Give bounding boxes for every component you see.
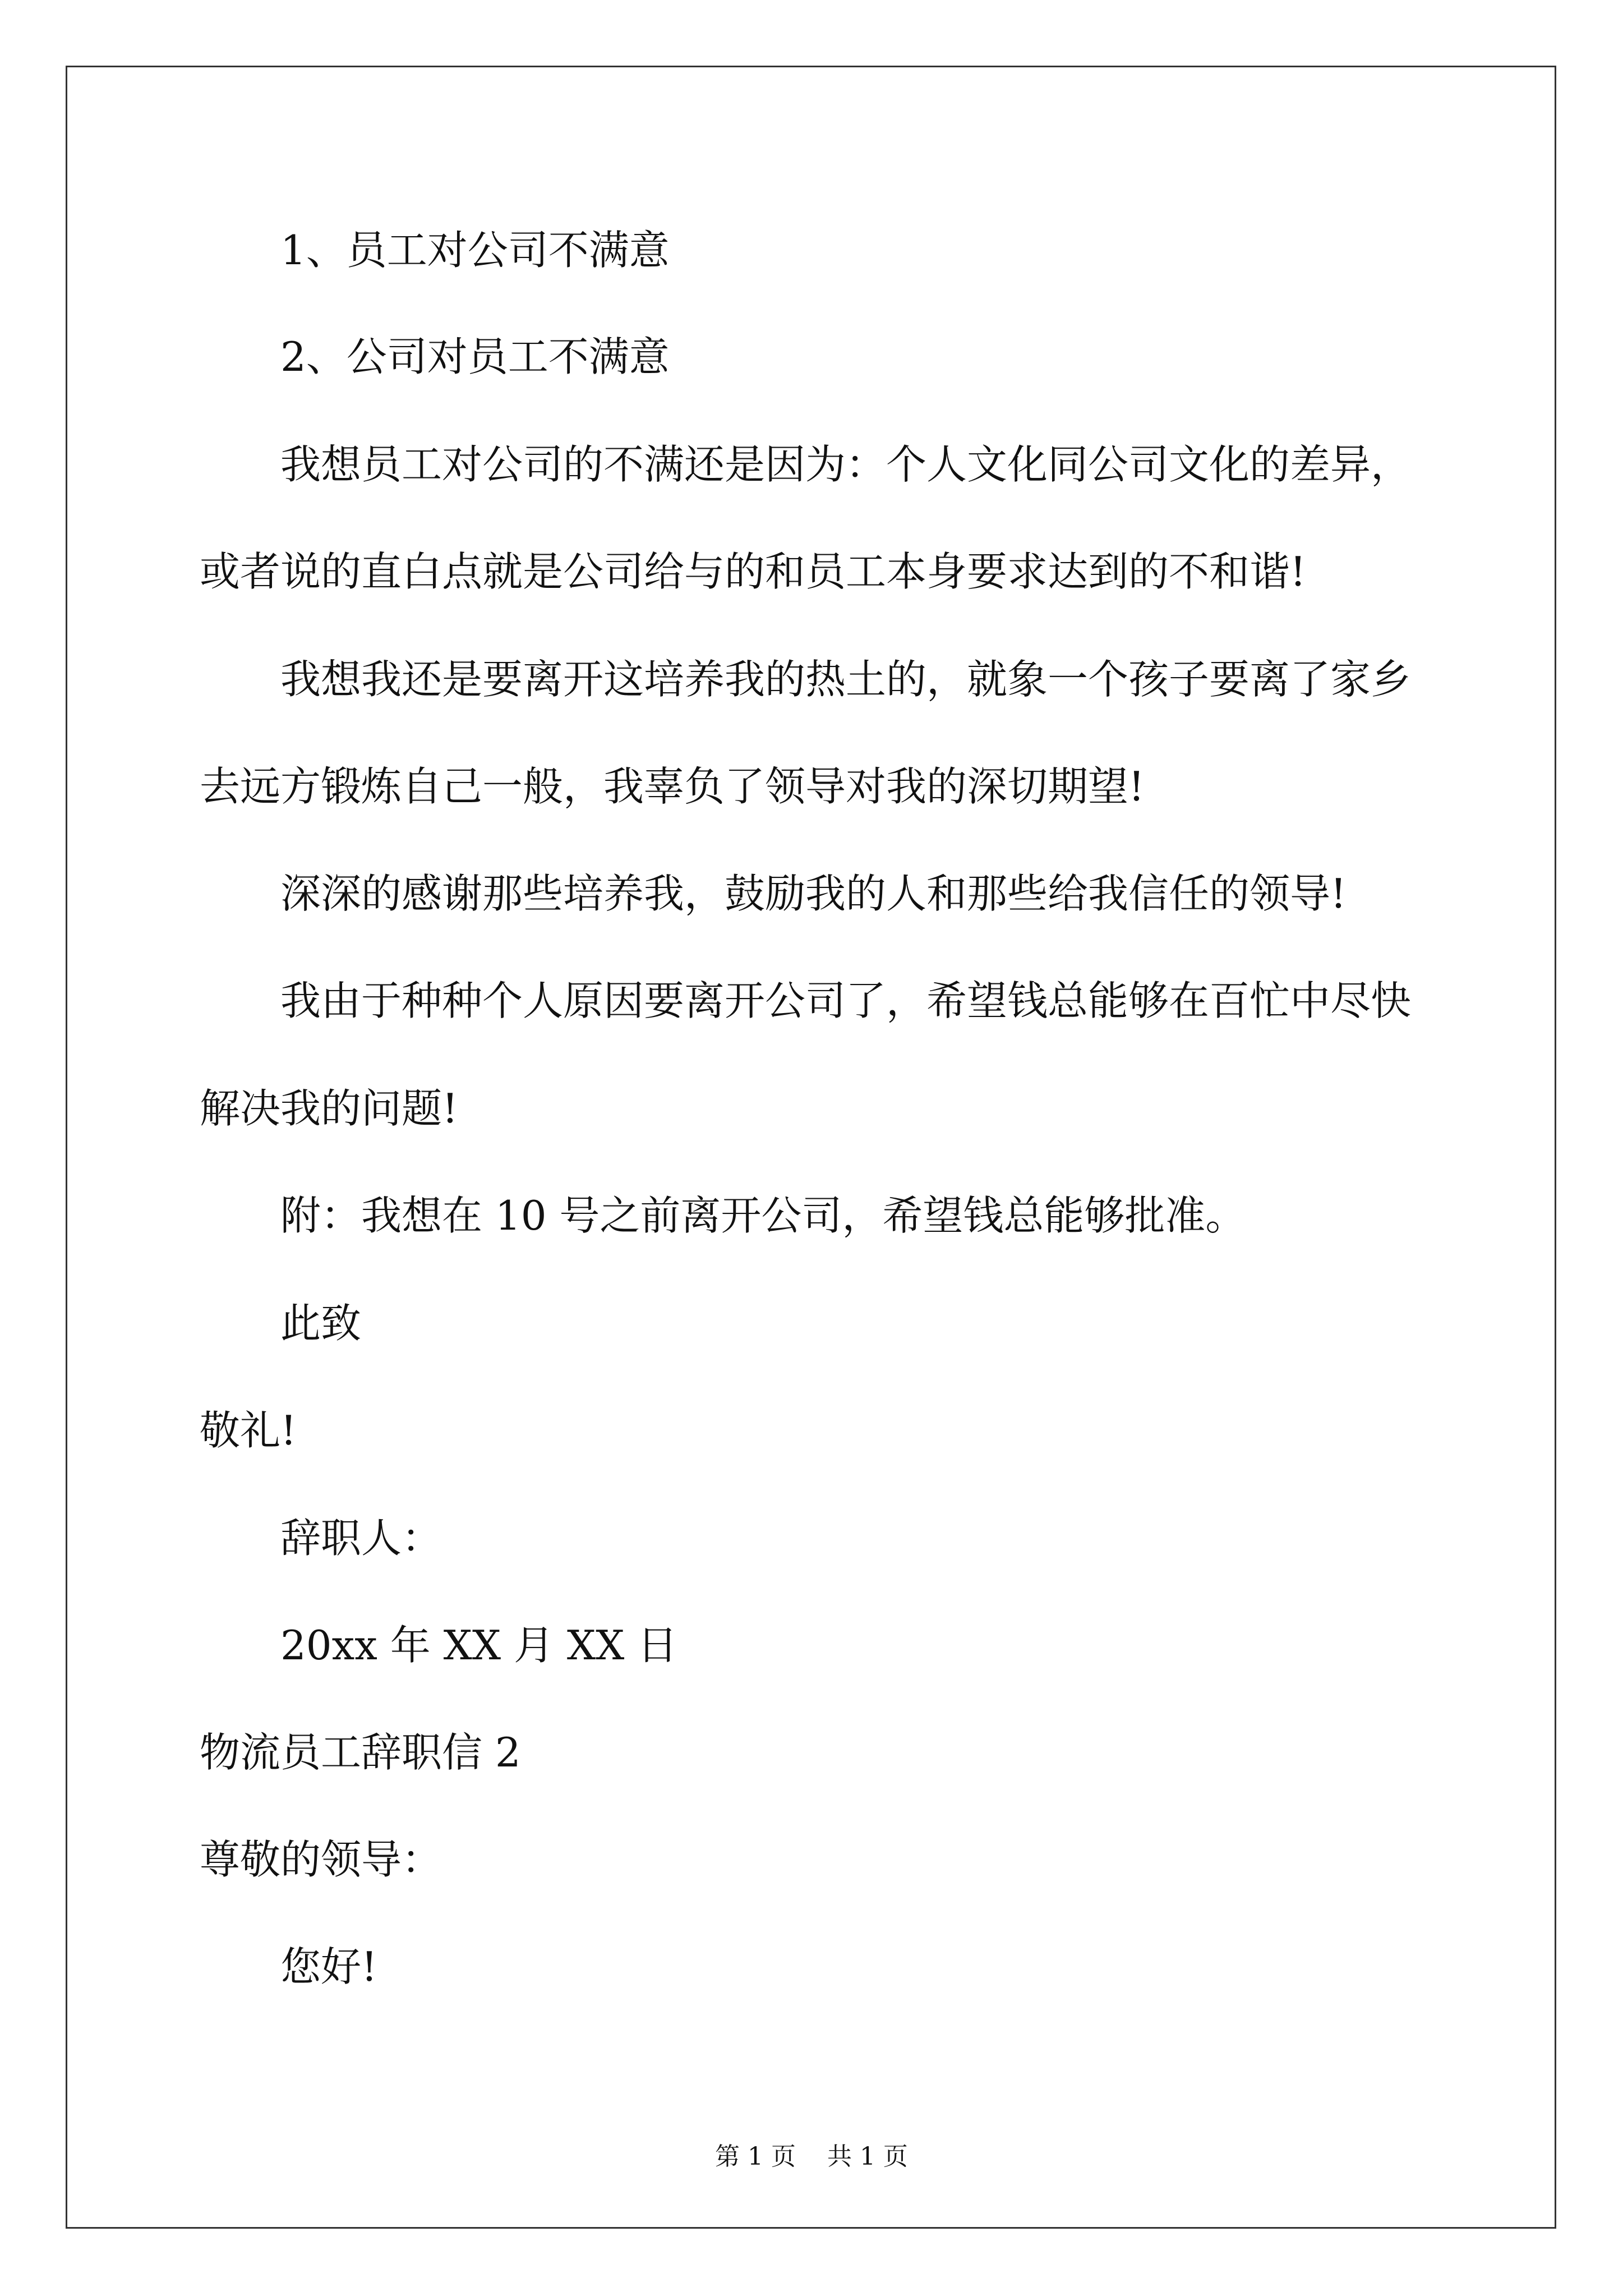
text-line: 此致 (280, 1300, 362, 1347)
text-line: 辞职人： (280, 1515, 442, 1562)
text-line: 您好! (280, 1943, 377, 1990)
text-line: 物流员工辞职信 2 (200, 1729, 521, 1776)
text-line: 或者说的直白点就是公司给与的和员工本身要求达到的不和谐! (200, 548, 1306, 595)
text-line: 1、员工对公司不满意 (280, 227, 670, 274)
text-line: 去远方锻炼自己一般，我辜负了领导对我的深切期望! (200, 763, 1145, 810)
text-line: 我想员工对公司的不满还是因为：个人文化同公司文化的差异， (280, 441, 1412, 488)
text-line: 2、公司对员工不满意 (280, 333, 670, 380)
text-line: 我由于种种个人原因要离开公司了，希望钱总能够在百忙中尽快 (280, 977, 1412, 1024)
text-line: 解决我的问题! (200, 1085, 458, 1132)
text-line: 尊敬的领导： (200, 1836, 442, 1883)
text-line: 敬礼! (200, 1407, 297, 1454)
text-line: 附：我想在 10 号之前离开公司，希望钱总能够批准。 (280, 1192, 1246, 1239)
text-line: 深深的感谢那些培养我，鼓励我的人和那些给我信任的领导! (280, 870, 1347, 917)
text-line: 我想我还是要离开这培养我的热土的，就象一个孩子要离了家乡 (280, 656, 1412, 703)
page-footer: 第 1 页 共 1 页 (715, 2142, 908, 2171)
text-line: 20xx 年 XX 月 XX 日 (280, 1622, 678, 1669)
page-border (66, 66, 1556, 2229)
